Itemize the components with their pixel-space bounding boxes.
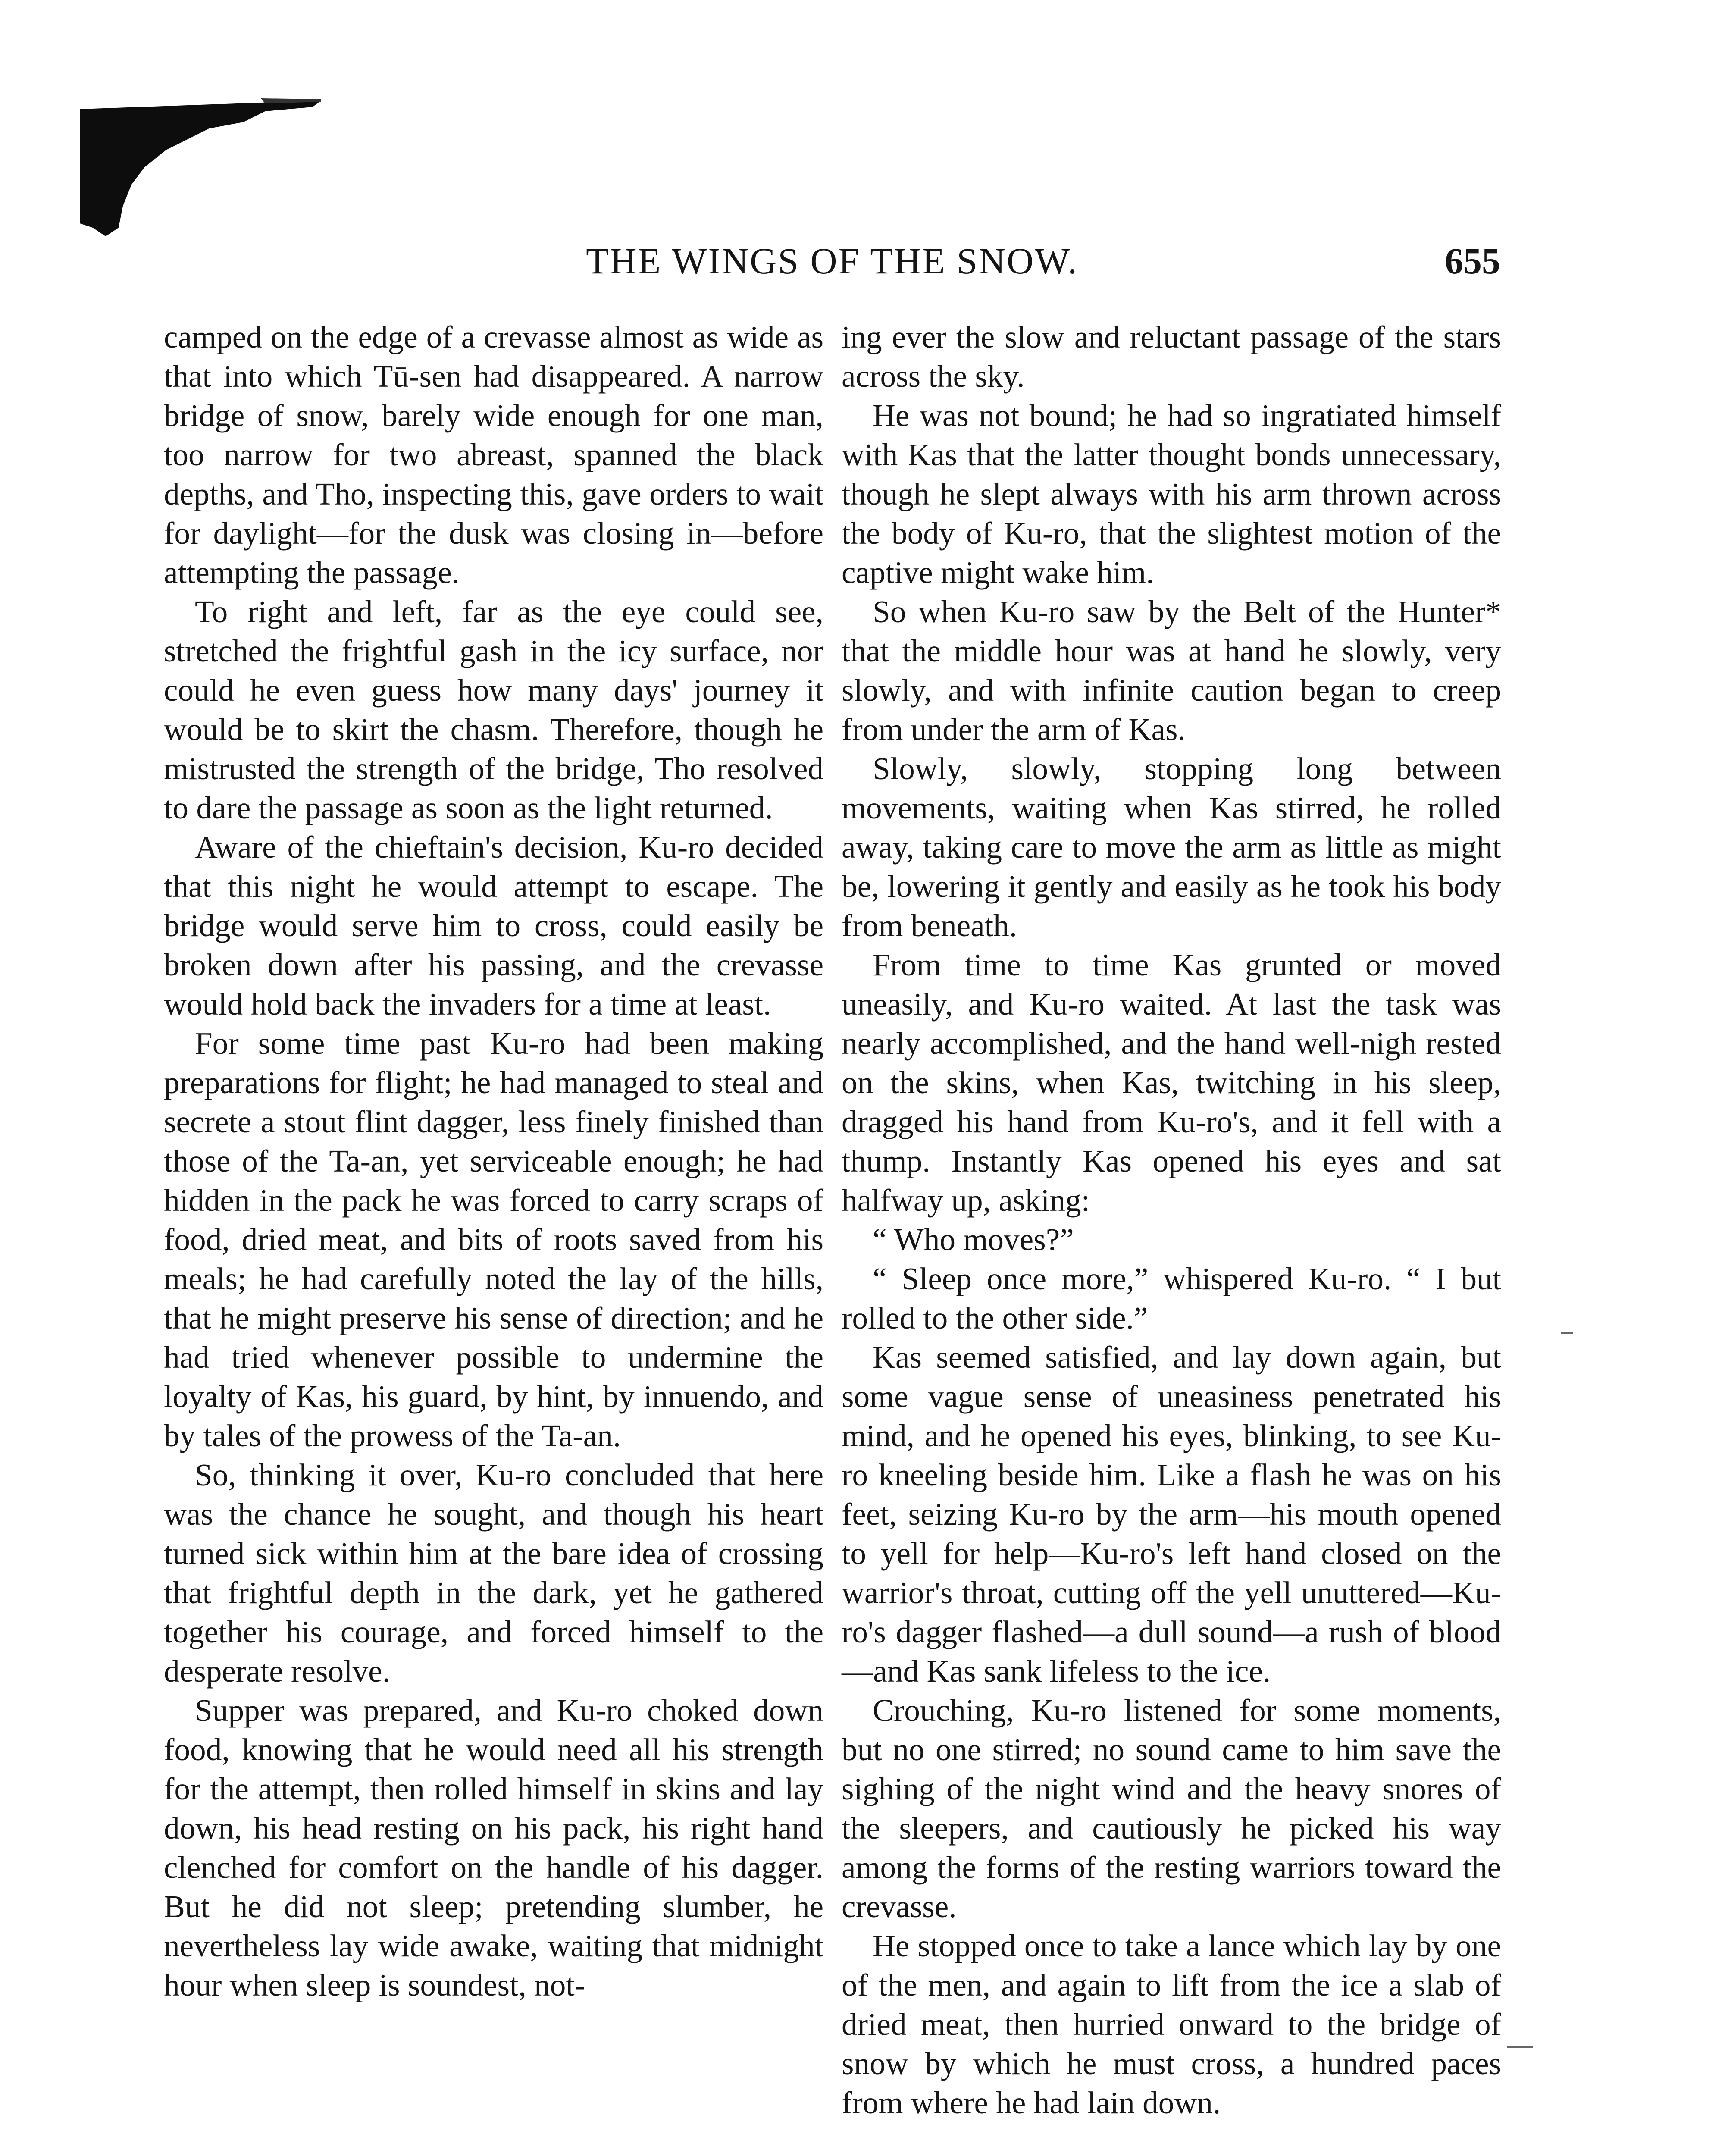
printing-blot (80, 98, 321, 241)
text-column-right (842, 317, 1501, 2156)
paragraph: To right and left, far as the eye could see, stretched the frightful gash in the icy surface, nor could he even guess how many days' journey it would be to skirt the chasm. Therefore, though he mistrusted the strength of the bridge, Tho resolved to dare the passage as soon as the light returned. (164, 594, 823, 825)
paragraph: Crouching, Ku-ro listened for some moments, but no one stirred; no sound came to him save the sighing of the night wind and the heavy snores of the sleepers, and cautiously he picked his way among the forms of the resting warriors toward the crevasse. (842, 1693, 1501, 1924)
paragraph: “ Sleep once more,” whispered Ku-ro. “ I but rolled to the other side.” (842, 1261, 1501, 1335)
paragraph: He stopped once to take a lance which lay by one of the men, and again to lift from the ice a slab of dried meat, then hurried onward to the bridge of snow by which he must cross, a hundred paces from where he had lain down. (842, 1928, 1501, 2120)
paragraph: Supper was prepared, and Ku-ro choked down food, knowing that he would need all his strength for the attempt, then rolled himself in skins and lay down, his head resting on his pack, his right hand clenched for comfort on the handle of his dagger. But he did not sleep; pretending slumber, he nevertheless lay wide awake, waiting that midnight hour when sleep is soundest, not- (164, 1693, 823, 2002)
paragraph: He was not bound; he had so ingratiated himself with Kas that the latter thought bonds unnecessary, though he slept always with his arm thrown across the body of Ku-ro, that the slightest motion of the captive might wake him. (842, 398, 1501, 590)
paragraph: From time to time Kas grunted or moved uneasily, and Ku-ro waited. At last the task was nearly accomplished, and the hand well-nigh rested on the skins, when Kas, twitching in his sleep, dragged his hand from Ku-ro's, and it fell with a thump. Instantly Kas opened his eyes and sat halfway up, asking: (842, 947, 1501, 1218)
margin-dash (1507, 2046, 1533, 2048)
page-number: 655 (1445, 240, 1500, 282)
paragraph: Aware of the chieftain's decision, Ku-ro decided that this night he would attempt to escape. The bridge would serve him to cross, could easily be broken down after his passing, and the crevasse would hold back the invaders for a time at least. (164, 830, 823, 1022)
paragraph: “ Who moves?” (873, 1222, 1074, 1257)
paragraph: ing ever the slow and reluctant passage of the stars across the sky. (842, 320, 1501, 394)
paragraph: camped on the edge of a crevasse almost as wide as that into which Tū-sen had disappeared. A narrow bridge of snow, barely wide enough for one man, too narrow for two abreast, spanned the black depths, and Tho, inspecting this, gave orders to wait for daylight—for the dusk was closing in—before attempting the passage. (164, 320, 823, 590)
paragraph: So when Ku-ro saw by the Belt of the Hunter* that the middle hour was at hand he slowly, very slowly, and with infinite caution began to creep from under the arm of Kas. (842, 594, 1501, 747)
paragraph: For some time past Ku-ro had been making preparations for flight; he had managed to steal and secrete a stout flint dagger, less finely finished than those of the Ta-an, yet serviceable enough; he had hidden in the pack he was forced to carry scraps of food, dried meat, and bits of roots saved from his meals; he had carefully noted the lay of the hills, that he might preserve his sense of direction; and he had tried whenever possible to undermine the loyalty of Kas, his guard, by hint, by innuendo, and by tales of the prowess of the Ta-an. (164, 1026, 823, 1453)
margin-dash (1561, 1332, 1573, 1334)
running-head (164, 235, 1500, 295)
paragraph: Kas seemed satisfied, and lay down again, but some vague sense of uneasiness penetrated his mind, and he opened his eyes, blinking, to see Ku-ro kneeling beside him. Like a flash he was on his feet, seizing Ku-ro by the arm—his mouth opened to yell for help—Ku-ro's left hand closed on the warrior's throat, cutting off the yell unuttered—Ku-ro's dagger flashed—a dull sound—a rush of blood—and Kas sank lifeless to the ice. (842, 1340, 1501, 1689)
paragraph: Slowly, slowly, stopping long between movements, waiting when Kas stirred, he rolled away, taking care to move the arm as little as might be, lowering it gently and easily as he took his body from beneath. (842, 751, 1501, 943)
paragraph: So, thinking it over, Ku-ro concluded that here was the chance he sought, and though his heart turned sick within him at the bare idea of crossing that frightful depth in the dark, yet he gathered together his courage, and forced himself to the desperate resolve. (164, 1457, 823, 1689)
running-title: THE WINGS OF THE SNOW. (586, 240, 1078, 282)
text-column-left (164, 317, 823, 2156)
